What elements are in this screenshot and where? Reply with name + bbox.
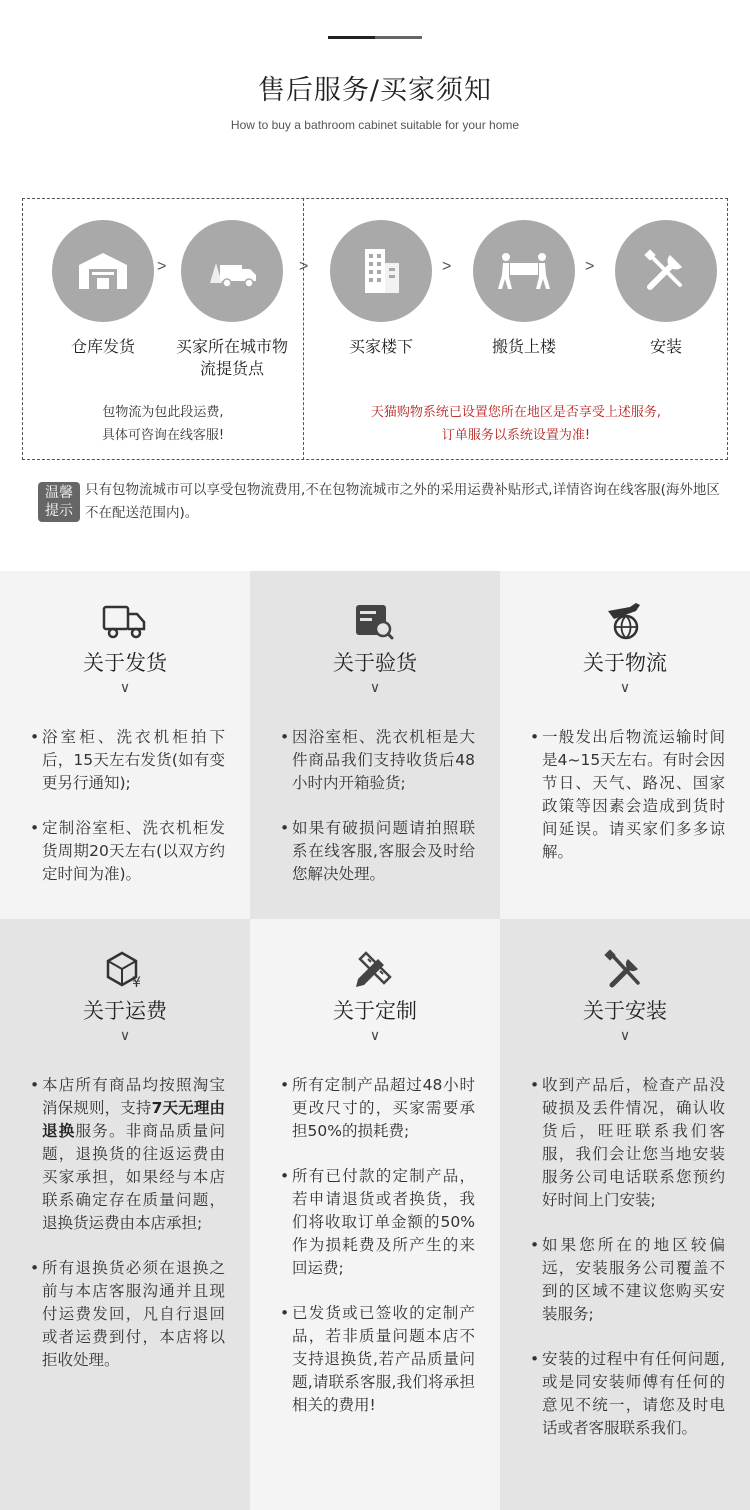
panel-logistics bbox=[500, 571, 750, 919]
truck-icon bbox=[100, 601, 148, 641]
step-label: 买家楼下 bbox=[348, 337, 413, 356]
panel-list bbox=[280, 726, 475, 908]
panel-customization bbox=[250, 919, 500, 1510]
list-item: • 所有退换货必须在退换之前与本店客服沟通并且现付运费发回，凡自行退回或者运费到付，本店将以拒收处理。 bbox=[30, 1257, 225, 1372]
movers-carrying-icon bbox=[494, 241, 554, 301]
chevron-down-icon: ∨ bbox=[119, 1027, 131, 1043]
plane-globe-icon bbox=[600, 601, 648, 641]
accent-bar-light bbox=[375, 36, 422, 39]
panel-shipping bbox=[0, 571, 250, 919]
list-item: • 因浴室柜、洗衣机柜是大件商品我们支持收货后48小时内开箱验货; bbox=[280, 726, 475, 795]
list-item: • 如果您所在的地区较偏远，安装服务公司覆盖不到的区域不建议您购买安装服务; bbox=[530, 1234, 725, 1326]
list-item: • 一般发出后物流运输时间是4~15天左右。有时会因节日、天气、路况、国家政策等因素会造成到货时间延误。请买家们多多谅解。 bbox=[530, 726, 725, 864]
chevron-down-icon: ∨ bbox=[619, 1027, 631, 1043]
tools-icon bbox=[636, 241, 696, 301]
flow-step-install bbox=[595, 220, 737, 358]
list-item: • 所有定制产品超过48小时更改尺寸的，买家需要承担50%的损耗费; bbox=[280, 1074, 475, 1143]
inspect-box-icon bbox=[350, 601, 398, 641]
building-icon bbox=[351, 241, 411, 301]
flow-arrow: > bbox=[157, 258, 167, 275]
list-item: • 安装的过程中有任何问题,或是同安装师傅有任何的意见不统一，请您及时电话或者客服联系我们。 bbox=[530, 1348, 725, 1440]
tip-badge: 温馨 提示 bbox=[38, 482, 80, 522]
box-yen-icon bbox=[100, 949, 148, 989]
flow-circle bbox=[615, 220, 717, 322]
accent-bar-dark bbox=[328, 36, 375, 39]
wrench-screwdriver-icon bbox=[600, 949, 648, 989]
step-label: 买家所在城市物流提货点 bbox=[175, 337, 288, 378]
panel-title: 关于物流 bbox=[583, 651, 667, 675]
pencil-ruler-icon bbox=[350, 949, 398, 989]
panel-inspection bbox=[250, 571, 500, 919]
flow-note-left: 包物流为包此段运费, 具体可咨询在线客服! bbox=[101, 405, 225, 443]
flow-step-city-pickup bbox=[162, 220, 302, 380]
list-item: • 定制浴室柜、洗衣机柜发货周期20天左右(以双方约定时间为准)。 bbox=[30, 817, 225, 886]
panel-title: 关于发货 bbox=[83, 651, 167, 675]
page-title: 售后服务/买家须知 bbox=[257, 75, 493, 106]
warehouse-icon bbox=[73, 241, 133, 301]
flow-step-downstairs bbox=[310, 220, 452, 358]
list-item: • 所有已付款的定制产品，若申请退货或者换货，我们将收取订单金额的50%作为损耗费及所产生的来回运费; bbox=[280, 1165, 475, 1280]
chevron-down-icon: ∨ bbox=[369, 1027, 381, 1043]
panel-list bbox=[530, 1074, 725, 1462]
step-label: 搬货上楼 bbox=[491, 337, 556, 356]
flow-circle bbox=[52, 220, 154, 322]
list-item: • 已发货或已签收的定制产品，若非质量问题本店不支持退换货,若产品质量问题,请联系客服,我们将承担相关的费用! bbox=[280, 1302, 475, 1417]
flow-note-right: 天猫购物系统已设置您所在地区是否享受上述服务, 订单服务以系统设置为准! bbox=[370, 405, 662, 443]
panel-list bbox=[280, 1074, 475, 1439]
panel-list bbox=[30, 1074, 225, 1394]
list-item: • 如果有破损问题请拍照联系在线客服,客服会及时给您解决处理。 bbox=[280, 817, 475, 886]
page-subtitle: How to buy a bathroom cabinet suitable for your home bbox=[230, 118, 520, 132]
flow-arrow: > bbox=[585, 258, 595, 275]
panel-title: 关于验货 bbox=[333, 651, 417, 675]
panel-list bbox=[530, 726, 725, 886]
header-accent-bar bbox=[328, 36, 422, 39]
list-item: • 收到产品后，检查产品没破损及丢件情况，确认收货后，旺旺联系我们客服，我们会让您当地安装服务公司电话联系您预约好时间上门安装; bbox=[530, 1074, 725, 1212]
list-item: • 本店所有商品均按照淘宝消保规则，支持7天无理由退换服务。非商品质量问题，退换货的往返运费由买家承担，如果经与本店联系确定存在质量问题，退换货运费由本店承担; bbox=[30, 1074, 225, 1235]
flow-step-carry-upstairs bbox=[453, 220, 595, 358]
panel-installation bbox=[500, 919, 750, 1510]
panel-shipping-fee bbox=[0, 919, 250, 1510]
panel-list bbox=[30, 726, 225, 908]
flow-circle bbox=[181, 220, 283, 322]
delivery-truck-icon bbox=[202, 241, 262, 301]
flow-circle bbox=[330, 220, 432, 322]
flow-circle bbox=[473, 220, 575, 322]
chevron-down-icon: ∨ bbox=[619, 679, 631, 695]
flow-arrow: > bbox=[299, 258, 309, 275]
panel-title: 关于定制 bbox=[333, 999, 417, 1023]
svg-text:¥: ¥ bbox=[132, 975, 141, 989]
step-label: 安装 bbox=[649, 337, 682, 356]
step-label: 仓库发货 bbox=[70, 337, 135, 356]
flow-arrow: > bbox=[442, 258, 452, 275]
panel-title: 关于安装 bbox=[583, 999, 667, 1023]
list-item: • 浴室柜、洗衣机柜拍下后，15天左右发货(如有变更另行通知); bbox=[30, 726, 225, 795]
panel-title: 关于运费 bbox=[83, 999, 167, 1023]
flow-step-warehouse bbox=[32, 220, 174, 358]
tip-text: 只有包物流城市可以享受包物流费用,不在包物流城市之外的采用运费补贴形式,详情咨询在线客服(海外地区不在配送范围内)。 bbox=[85, 482, 720, 521]
chevron-down-icon: ∨ bbox=[369, 679, 381, 695]
chevron-down-icon: ∨ bbox=[119, 679, 131, 695]
